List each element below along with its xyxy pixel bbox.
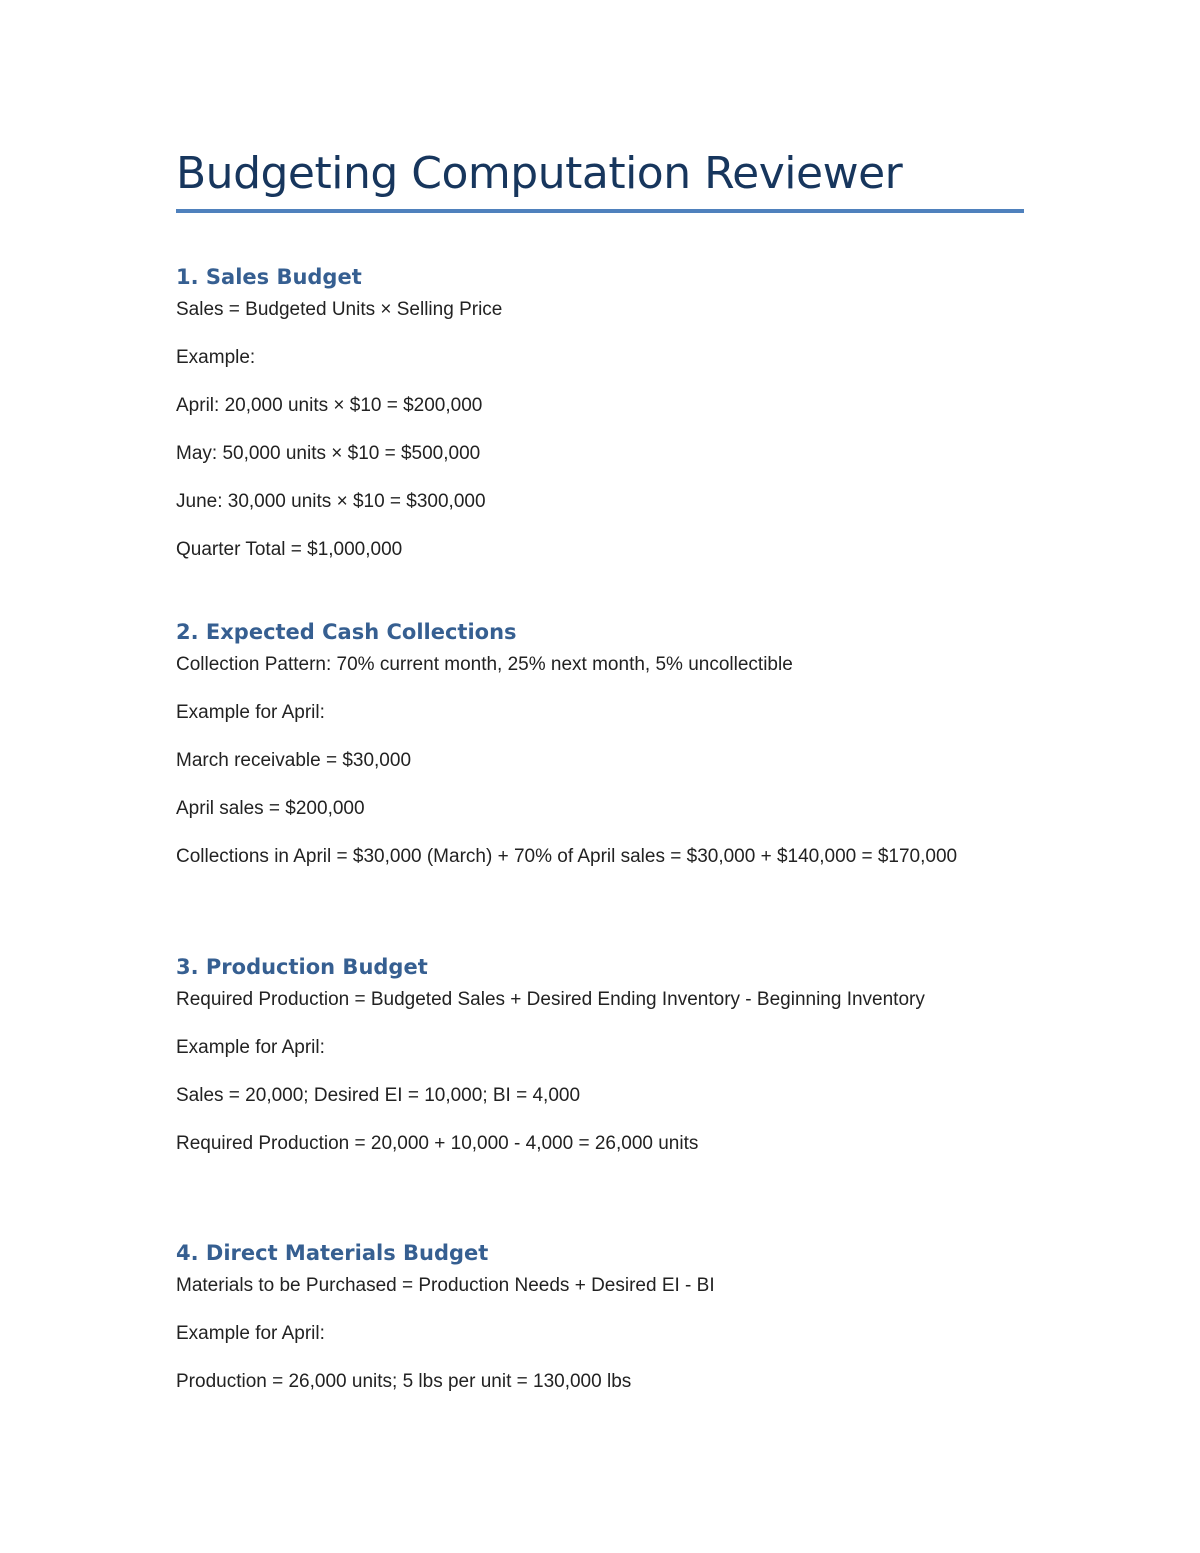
paragraph: Materials to be Purchased = Production Needs + Desired EI - BI — [176, 1275, 715, 1296]
paragraph: Quarter Total = $1,000,000 — [176, 539, 403, 560]
section-heading: 3. Production Budget — [176, 955, 428, 979]
paragraph: April sales = $200,000 — [176, 798, 365, 819]
paragraph: June: 30,000 units × $10 = $300,000 — [176, 491, 486, 512]
section-heading: 1. Sales Budget — [176, 265, 362, 289]
paragraph: April: 20,000 units × $10 = $200,000 — [176, 395, 483, 416]
section-expected-cash-collections — [176, 617, 1024, 891]
paragraph: Example for April: — [176, 1037, 325, 1058]
paragraph: Required Production = 20,000 + 10,000 - 4,000 = 26,000 units — [176, 1133, 699, 1154]
title-underline — [176, 209, 1024, 213]
section-heading: 2. Expected Cash Collections — [176, 620, 517, 644]
section-sales-budget — [176, 262, 1024, 584]
paragraph: Sales = Budgeted Units × Selling Price — [176, 299, 503, 320]
section-production-budget — [176, 952, 1024, 1178]
document-title: Budgeting Computation Reviewer — [176, 148, 903, 199]
paragraph: Example for April: — [176, 1323, 325, 1344]
section-direct-materials-budget — [176, 1238, 1024, 1416]
paragraph: Example for April: — [176, 702, 325, 723]
paragraph: May: 50,000 units × $10 = $500,000 — [176, 443, 481, 464]
paragraph: Collections in April = $30,000 (March) + 70% of April sales = $30,000 + $140,000 = $170,000 — [176, 846, 958, 867]
paragraph: March receivable = $30,000 — [176, 750, 412, 771]
section-heading: 4. Direct Materials Budget — [176, 1241, 489, 1265]
paragraph: Collection Pattern: 70% current month, 25% next month, 5% uncollectible — [176, 654, 793, 675]
paragraph: Production = 26,000 units; 5 lbs per unit = 130,000 lbs — [176, 1371, 632, 1392]
paragraph: Required Production = Budgeted Sales + Desired Ending Inventory - Beginning Inventory — [176, 989, 925, 1010]
paragraph: Example: — [176, 347, 256, 368]
paragraph: Sales = 20,000; Desired EI = 10,000; BI = 4,000 — [176, 1085, 581, 1106]
